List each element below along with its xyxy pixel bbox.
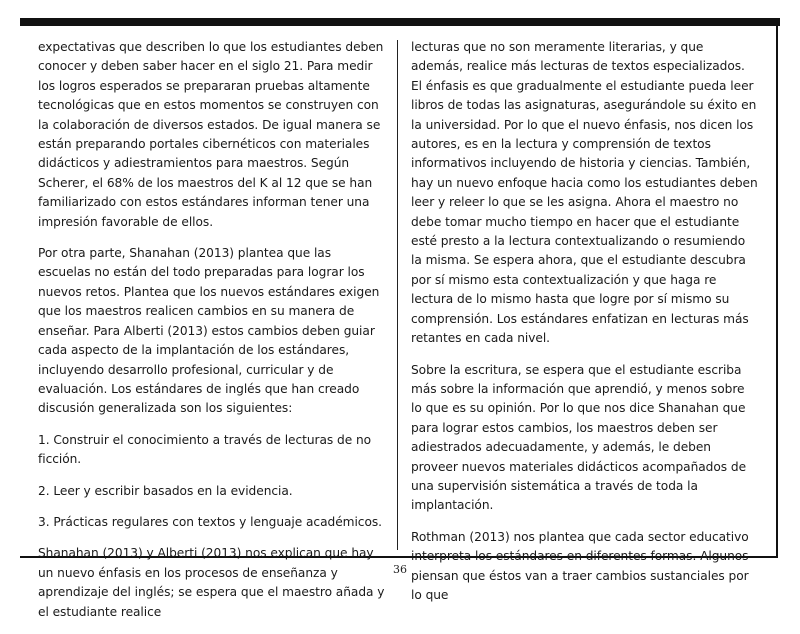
paragraph: Por otra parte, Shanahan (2013) plantea que las escuelas no están del todo preparadas para lograr los nuevos retos. Plantea que los nuevos estándares exigen que los maestros realicen cambios en su manera de enseñar. Para Alberti (2013) estos cambios deben guiar cada aspecto de la implantación de los estándares, incluyendo desarrollo profesional, curricular y de evaluación. Los estándares de inglés que han creado discusión generalizada son los siguientes:	[38, 246, 380, 416]
list-item: 1. Construir el conocimiento a través de lecturas de no ficción.	[38, 432, 372, 467]
right-column	[411, 38, 759, 617]
list-item: 3. Prácticas regulares con textos y lenguaje académicos.	[38, 514, 382, 529]
column-divider	[397, 40, 398, 550]
paragraph: expectativas que describen lo que los estudiantes deben conocer y deben saber hacer en el siglo 21. Para medir los logros esperados se prepararan pruebas altamente tecnológicas que en estos momentos se construyen con la colaboración de diversos estados. De igual manera se están preparando portales cibernéticos con materiales didácticos y adiestramientos para maestros. Según Scherer, el 68% de los maestros del K al 12 que se han familiarizado con estos estándares informan tener una impresión favorable de ellos.	[38, 40, 384, 229]
left-column	[38, 38, 386, 634]
list-item: 2. Leer y escribir basados en la evidencia.	[38, 483, 293, 498]
top-rule	[20, 18, 780, 26]
paragraph: Rothman (2013) nos plantea que cada sector educativo interpreta los estándares en diferentes formas. Algunos piensan que éstos van a traer cambios sustanciales por lo que	[411, 529, 749, 602]
paragraph: Shanahan (2013) y Alberti (2013) nos explican que hay un nuevo énfasis en los procesos de enseñanza y aprendizaje del inglés; se espera que el maestro añada y el estudiante realice	[38, 546, 385, 619]
page-number: 36	[393, 563, 407, 576]
paragraph: lecturas que no son meramente literarias, y que además, realice más lecturas de textos especializados. El énfasis es que gradualmente el estudiante pueda leer libros de todas las asignaturas, asegurándole su éxito en la universidad. Por lo que el nuevo énfasis, nos dicen los autores, es en la lectura y comprensión de textos informativos incluyendo de historia y ciencias. También, hay un nuevo enfoque hacia como los estudiantes deben leer y releer lo que se les asigna. Ahora el maestro no debe tomar mucho tiempo en hacer que el estudiante esté presto a la lectura contextualizando o resumiendo la misma. Se espera ahora, que el estudiante descubra por sí mismo esta contextualización y que haga re lectura de lo mismo hasta que logre por sí mismo su comprensión. Los estándares enfatizan en lecturas más retantes en cada nivel.	[411, 40, 758, 346]
paragraph: Sobre la escritura, se espera que el estudiante escriba más sobre la información que aprendió, y menos sobre lo que es su opinión. Por lo que nos dice Shanahan que para lograr estos cambios, los maestros deben ser adiestrados adecuadamente, y además, le deben proveer nuevos materiales didácticos acompañados de una supervisión sistemática a través de toda la implantación.	[411, 362, 747, 513]
